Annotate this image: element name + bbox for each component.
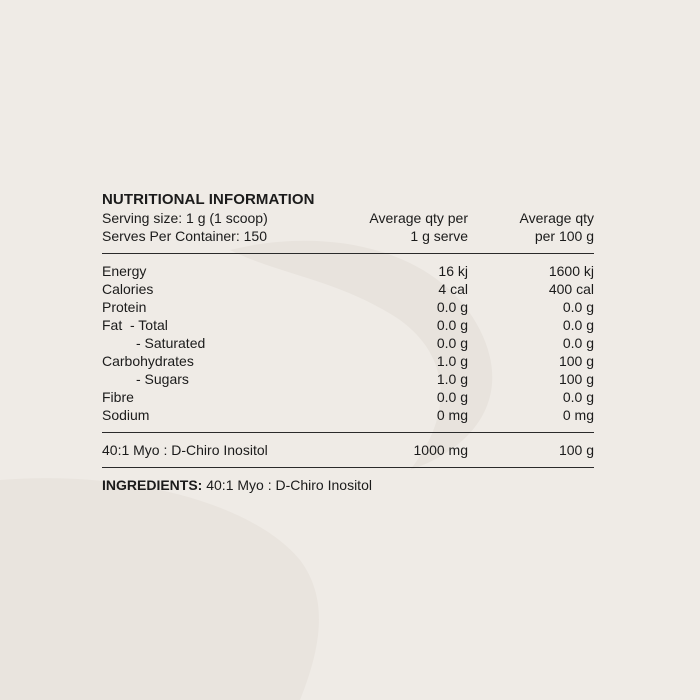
per-serve-value: 0.0 g [436,389,468,405]
per-100g-value: 100 g [558,353,594,369]
nutrient-name: Energy [102,263,147,279]
header-row-1 [102,209,594,227]
table-row [102,262,594,280]
table-row [102,388,594,406]
per-serve-value: 0.0 g [436,335,468,351]
per-serve-value: 4 cal [438,281,468,297]
nutrient-name: Protein [102,299,147,315]
nutrient-name: Sodium [102,407,150,423]
per-100g-value: 1600 kj [548,263,594,279]
table-row [102,352,594,370]
per-serve-value: 0 mg [436,407,468,423]
swirl-shape-lower [0,478,319,700]
table-row [102,280,594,298]
col-per-100g-heading-1: Average qty [519,210,594,226]
nutrient-name: - Sugars [136,371,189,387]
active-per-100g-value: 100 g [558,442,594,458]
table-row [102,406,594,424]
header-row-2 [102,227,594,253]
active-per-serve-value: 1000 mg [413,442,468,458]
per-serve-value: 1.0 g [436,371,468,387]
ingredients-line [102,468,594,494]
ingredients-label: INGREDIENTS: [102,477,203,493]
table-row [102,334,594,352]
active-ingredient-row [102,441,594,459]
per-100g-value: 100 g [558,371,594,387]
panel-title: NUTRITIONAL INFORMATION [102,191,315,208]
serving-size: Serving size: 1 g (1 scoop) [102,210,268,226]
per-100g-value: 0 mg [562,407,594,423]
nutrient-name: Carbohydrates [102,353,194,369]
per-100g-value: 0.0 g [562,317,594,333]
active-ingredient-name: 40:1 Myo : D-Chiro Inositol [102,442,268,458]
active-ingredient-section [102,433,594,467]
ingredients-text: 40:1 Myo : D-Chiro Inositol [202,477,372,493]
col-per-serve-heading-1: Average qty per [369,210,468,226]
per-100g-value: 0.0 g [562,335,594,351]
per-100g-value: 400 cal [548,281,594,297]
table-row [102,370,594,388]
nutrient-name: Calories [102,281,154,297]
nutrient-name: - Saturated [136,335,206,351]
nutrient-name: Fat - Total [102,317,168,333]
per-serve-value: 16 kj [438,263,468,279]
per-serve-value: 1.0 g [436,353,468,369]
table-row [102,316,594,334]
nutrition-panel [102,191,594,494]
per-serve-value: 0.0 g [436,299,468,315]
col-per-100g-heading-2: per 100 g [534,228,594,244]
per-100g-value: 0.0 g [562,389,594,405]
per-serve-value: 0.0 g [436,317,468,333]
table-row [102,298,594,316]
serves-per-container: Serves Per Container: 150 [102,228,267,244]
nutrient-rows [102,254,594,432]
col-per-serve-heading-2: 1 g serve [410,228,468,244]
per-100g-value: 0.0 g [562,299,594,315]
nutrient-name: Fibre [102,389,134,405]
